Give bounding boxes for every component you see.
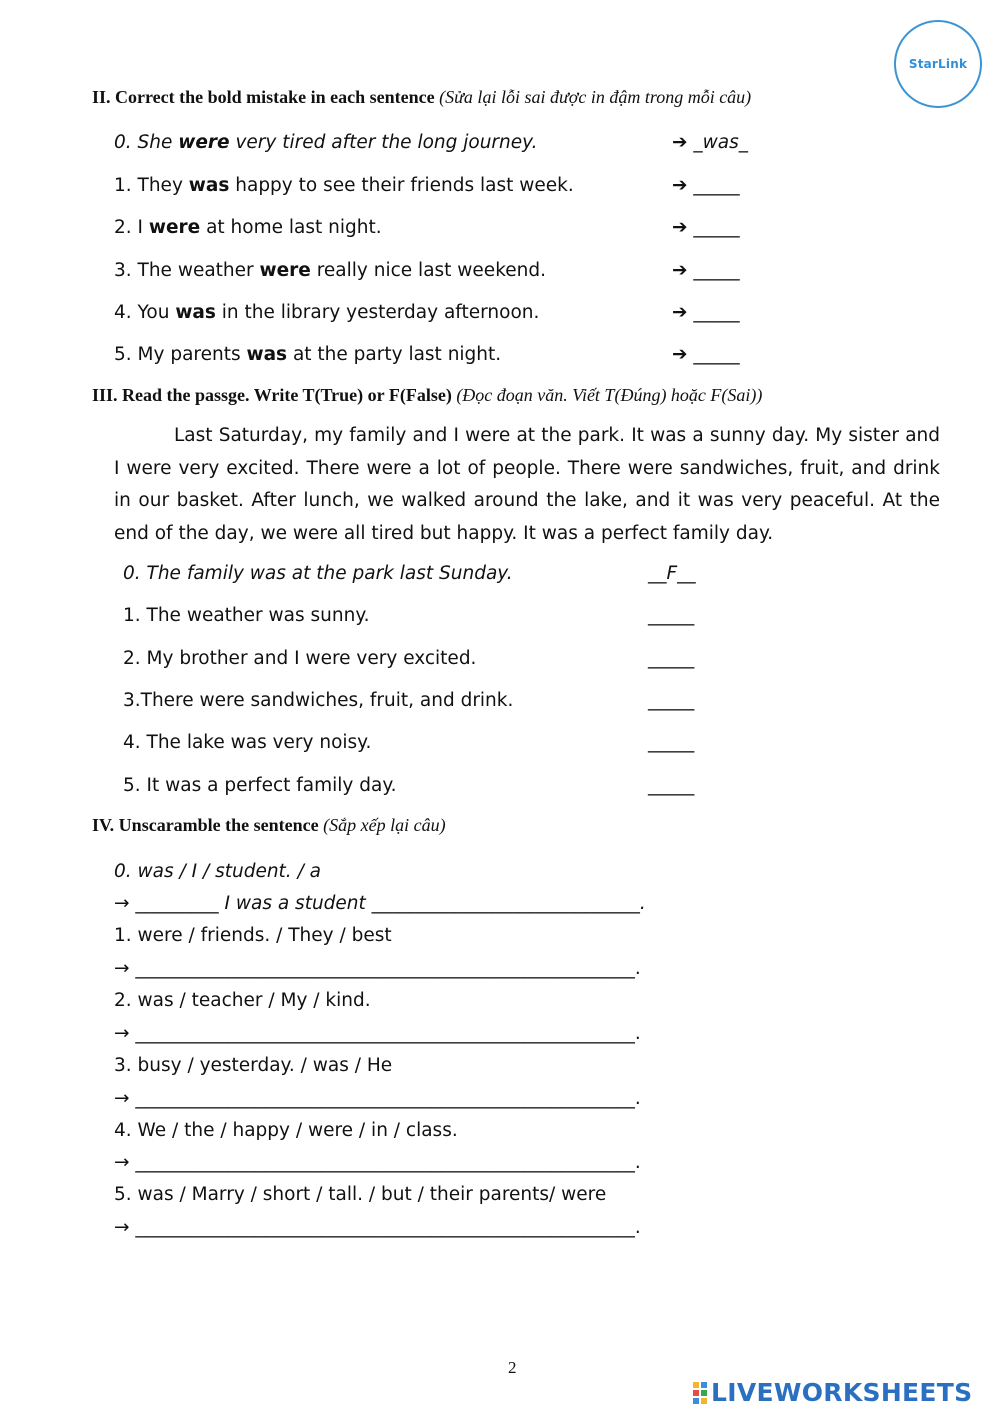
page-number: 2	[508, 1358, 517, 1377]
arrow-icon: ➔	[672, 344, 694, 365]
section-3-subtitle: (Đọc đoạn văn. Viết T(Đúng) hoặc F(Sai))	[456, 385, 763, 405]
item-bold-word: was	[246, 344, 288, 365]
unscramble-prompt-3: 3. busy / yesterday. / was / He	[114, 1055, 393, 1076]
tf-item-1: 1. The weather was sunny.	[123, 605, 370, 626]
tf-answer-0[interactable]: __F__	[648, 563, 696, 584]
tf-item-5: 5. It was a perfect family day.	[123, 775, 397, 796]
unscramble-prompt-2: 2. was / teacher / My / kind.	[114, 990, 371, 1011]
correction-answer-2[interactable]	[672, 217, 740, 238]
correction-item-1	[114, 175, 574, 196]
arrow-icon: ➔	[672, 302, 694, 323]
section-4-subtitle: (Sắp xếp lại câu)	[323, 815, 446, 835]
item-text: very tired after the long journey.	[229, 132, 538, 153]
arrow-icon: ➔	[672, 260, 694, 281]
item-text: 5. My parents	[114, 344, 247, 365]
item-text: happy to see their friends last week.	[229, 175, 574, 196]
unscramble-prompt-0: 0. was / I / student. / a	[114, 861, 322, 882]
item-text: at the party last night.	[287, 344, 502, 365]
tf-item-4: 4. The lake was very noisy.	[123, 732, 372, 753]
item-text: at home last night.	[200, 217, 382, 238]
unscramble-answer-5[interactable]: → ______________________________________________________.	[114, 1217, 641, 1238]
item-text: really nice last weekend.	[310, 260, 546, 281]
correction-answer-1[interactable]	[672, 175, 740, 196]
section-4-heading	[92, 815, 446, 836]
correction-item-3	[114, 260, 546, 281]
arrow-icon: ➔	[672, 175, 694, 196]
correction-answer-3[interactable]	[672, 260, 740, 281]
correction-item-2	[114, 217, 382, 238]
unscramble-answer-0[interactable]: → _________ I was a student _____________________________.	[114, 893, 646, 914]
unscramble-prompt-5: 5. was / Marry / short / tall. / but / their parents/ were	[114, 1184, 607, 1205]
item-bold-word: were	[259, 260, 311, 281]
item-text: 4. You	[114, 302, 176, 323]
section-2-title: II. Correct the bold mistake in each sentence	[92, 87, 435, 107]
answer-blank: _____	[693, 217, 740, 238]
answer-blank: _____	[693, 175, 740, 196]
unscramble-answer-2[interactable]: → ______________________________________________________.	[114, 1023, 641, 1044]
liveworksheets-brand-text: LIVEWORKSHEETS	[711, 1378, 973, 1407]
section-3-title: III. Read the passge. Write T(True) or F(False)	[92, 385, 452, 405]
liveworksheets-brand	[693, 1378, 972, 1407]
item-text: 0. She	[114, 132, 179, 153]
correction-item-5	[114, 344, 501, 365]
tf-item-3: 3.There were sandwiches, fruit, and drink.	[123, 690, 514, 711]
tf-answer-4[interactable]: _____	[648, 732, 695, 753]
item-text: in the library yesterday afternoon.	[215, 302, 540, 323]
tf-answer-1[interactable]: _____	[648, 605, 695, 626]
tf-answer-3[interactable]: _____	[648, 690, 695, 711]
tf-item-0: 0. The family was at the park last Sunday.	[123, 563, 513, 584]
unscramble-answer-3[interactable]: → ______________________________________________________.	[114, 1088, 641, 1109]
tf-item-2: 2. My brother and I were very excited.	[123, 648, 477, 669]
unscramble-answer-4[interactable]: → ______________________________________________________.	[114, 1152, 641, 1173]
section-2-heading	[92, 87, 751, 108]
item-bold-word: was	[175, 302, 216, 323]
section-2-subtitle: (Sửa lại lỗi sai được in đậm trong mỗi câu)	[439, 87, 752, 107]
item-bold-word: were	[178, 132, 230, 153]
item-bold-word: were	[148, 217, 201, 238]
tf-answer-5[interactable]: _____	[648, 775, 695, 796]
answer-text: _was_	[693, 132, 748, 153]
starlink-logo	[894, 20, 982, 108]
correction-answer-0[interactable]	[672, 132, 748, 153]
item-text: 3. The weather	[114, 260, 260, 281]
unscramble-prompt-1: 1. were / friends. / They / best	[114, 925, 392, 946]
item-text: 1. They	[114, 175, 189, 196]
item-text: 2. I	[114, 217, 149, 238]
correction-answer-5[interactable]	[672, 344, 740, 365]
unscramble-prompt-4: 4. We / the / happy / were / in / class.	[114, 1120, 458, 1141]
arrow-icon: ➔	[672, 132, 694, 153]
section-3-heading	[92, 385, 762, 406]
correction-item-0	[114, 132, 538, 153]
unscramble-answer-1[interactable]: → ______________________________________________________.	[114, 958, 641, 979]
correction-item-4	[114, 302, 539, 323]
section-4-title: IV. Unscaramble the sentence	[92, 815, 319, 835]
tf-answer-2[interactable]: _____	[648, 648, 695, 669]
starlink-logo-text: StarLink	[908, 57, 968, 71]
liveworksheets-logo-icon	[693, 1382, 707, 1404]
answer-blank: _____	[693, 302, 740, 323]
item-bold-word: was	[188, 175, 230, 196]
arrow-icon: ➔	[672, 217, 694, 238]
answer-blank: _____	[693, 344, 740, 365]
reading-passage: Last Saturday, my family and I were at the park. It was a sunny day. My sister and I were very excited. There were a lot of people. There were sandwiches, fruit, and drink in our basket. After lunch, we walked around the lake, and it was very peaceful. At the end of the day, we were all tired but happy. It was a perfect family day.	[114, 425, 940, 544]
correction-answer-4[interactable]	[672, 302, 740, 323]
answer-blank: _____	[693, 260, 740, 281]
